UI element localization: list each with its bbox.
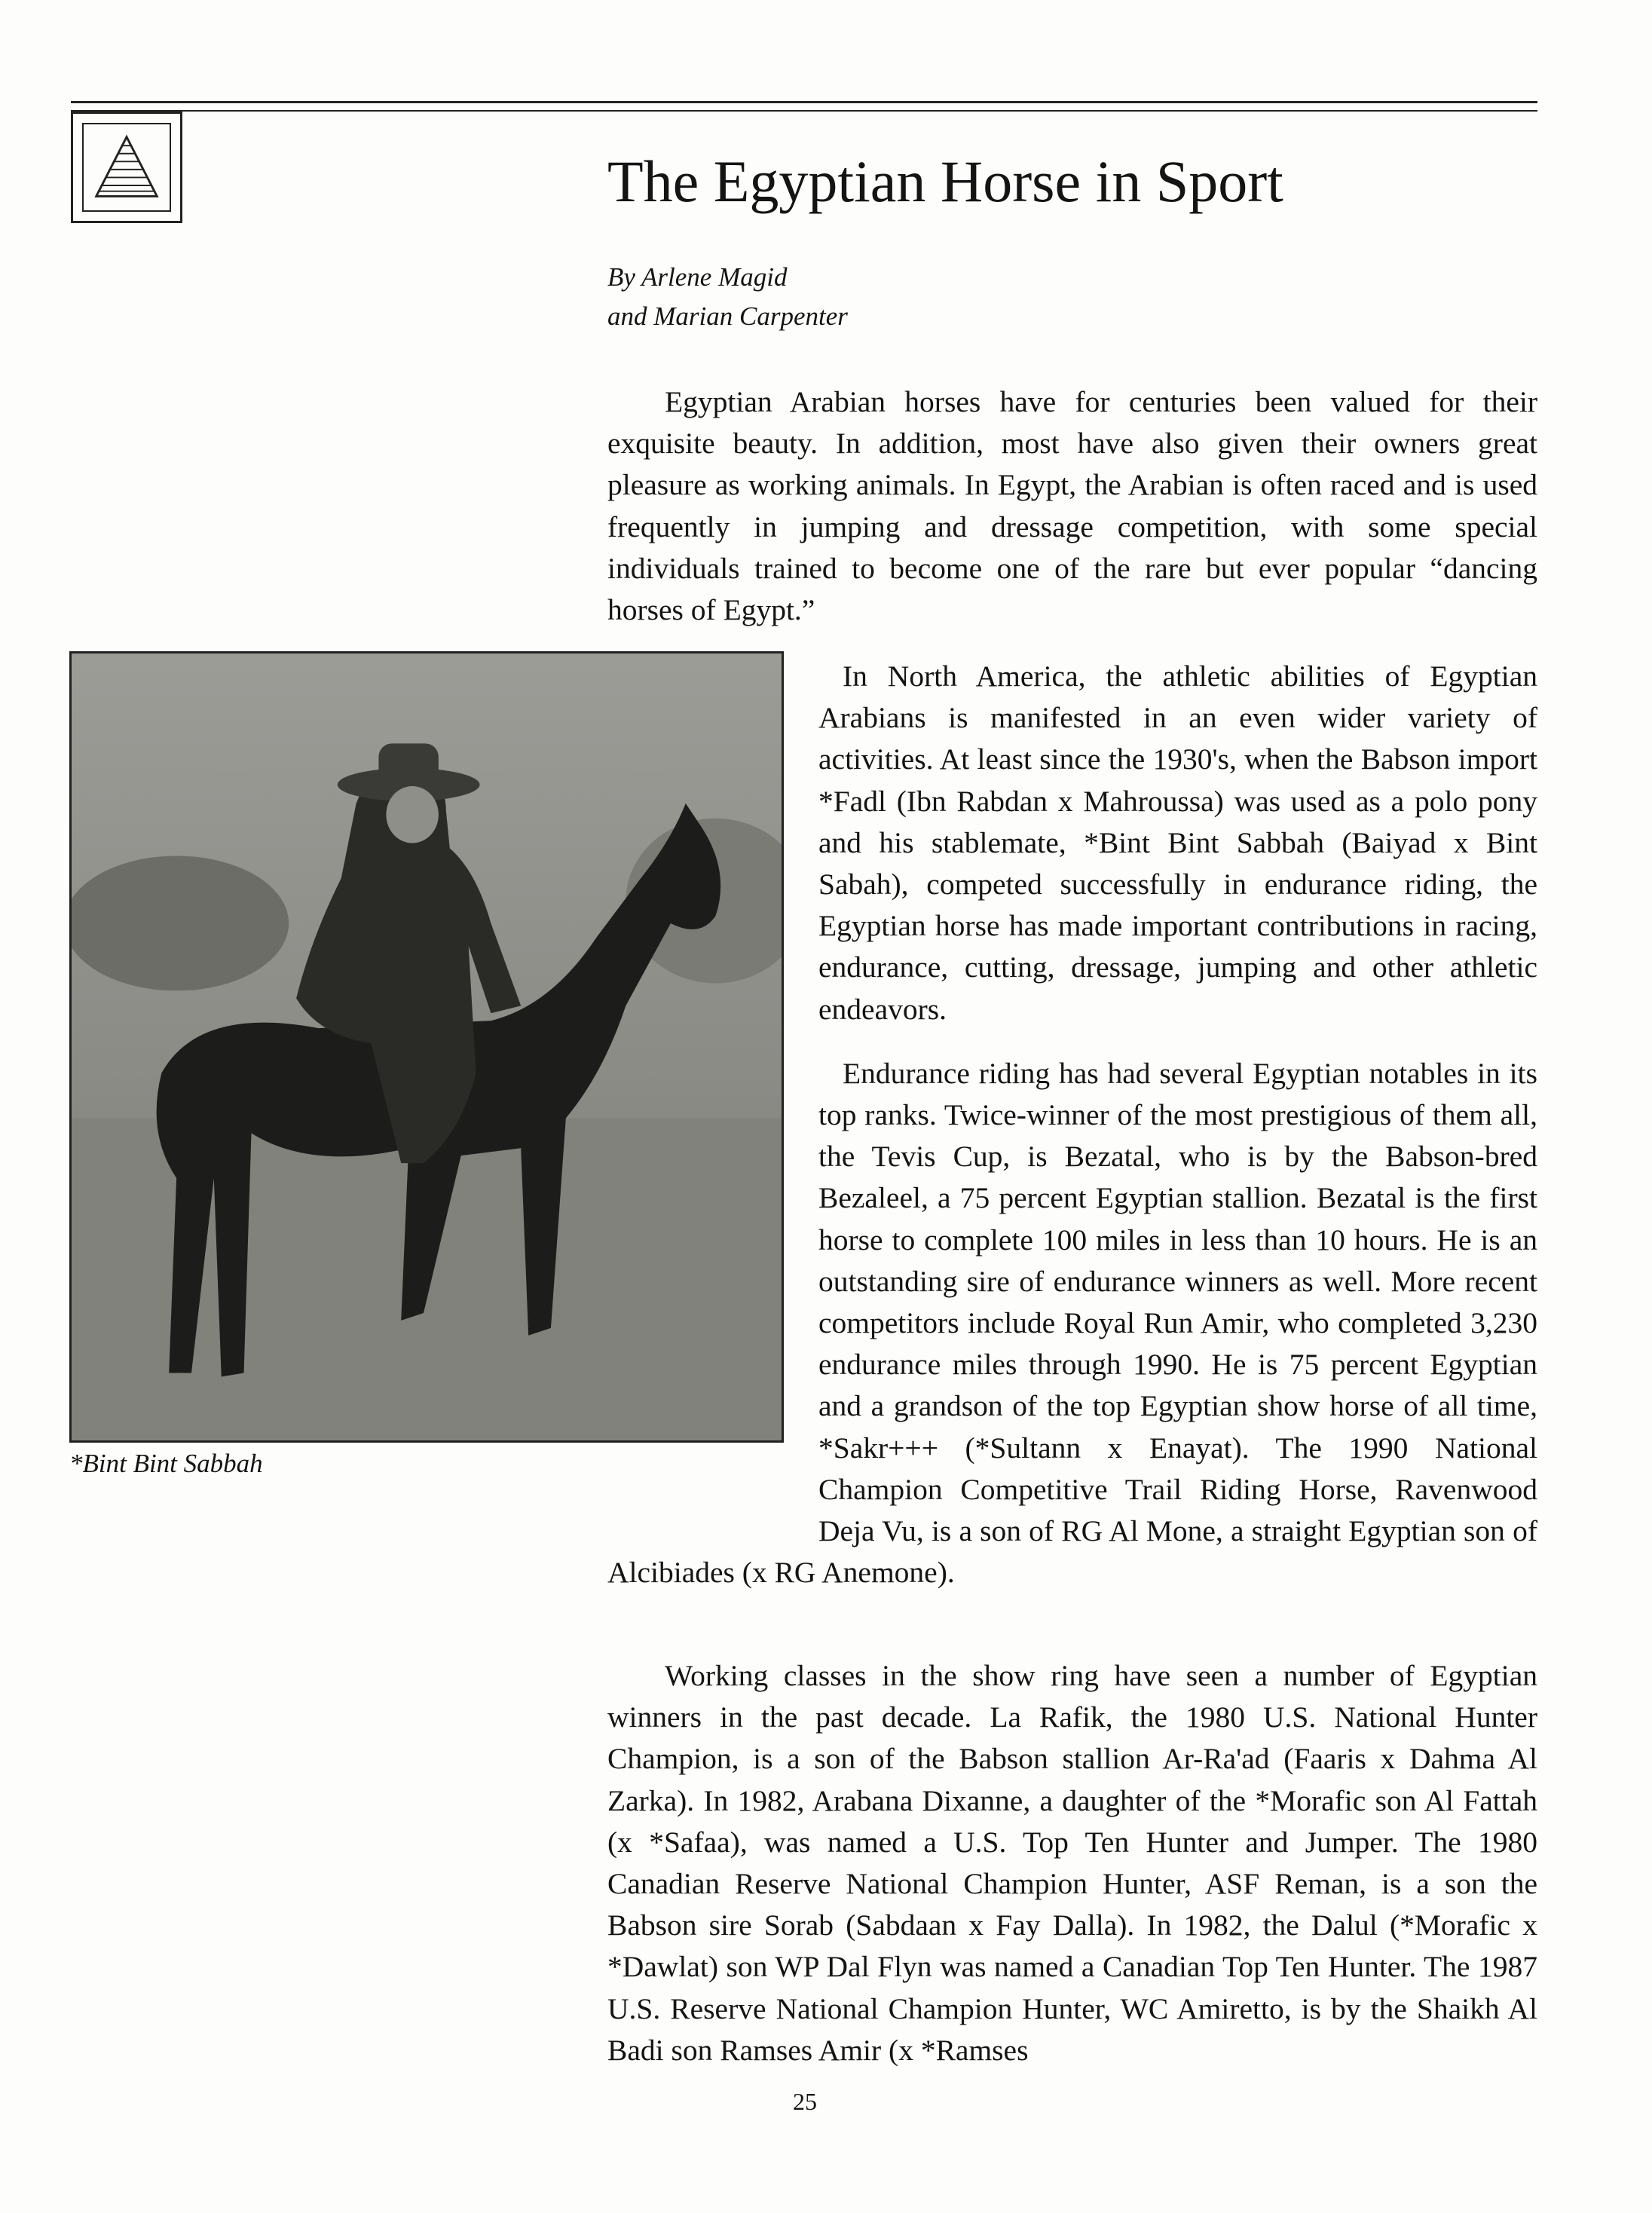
- article-body-wrap: [607, 656, 1537, 1593]
- paragraph-intro: Egyptian Arabian horses have for centuries been valued for their exquisite beauty. In addition, most have also given their owners great pleasure as working animals. In Egypt, the Arabian is often raced and is used frequently in jumping and dressage competition, with some special individuals trained to become one of the rare but ever popular “dancing horses of Egypt.”: [607, 385, 1537, 627]
- page-number: 25: [793, 2088, 817, 2115]
- byline-author-1: By Arlene Magid: [607, 262, 788, 292]
- header-rule-bottom: [71, 110, 1537, 112]
- byline: [607, 258, 1135, 336]
- article-title: The Egyptian Horse in Sport: [607, 148, 1283, 214]
- paragraph-north-america: In North America, the athletic abilities of Egyptian Arabians is manifested in an even wider variety of activities. At least since the 1930's, when the Babson import *Fadl (Ibn Rabdan x Mahroussa) was used as a polo pony and his stablemate, *Bint Bint Sabbah (Baiyad x Bint Sabah), competed successfully in endurance riding, the Egyptian horse has made important contributions in racing, endurance, cutting, dressage, jumping and other athletic endeavors.: [818, 660, 1537, 1026]
- pyramid-logo-icon: [71, 112, 182, 223]
- paragraph-endurance: Endurance riding has had several Egyptian notables in its top ranks. Twice-winner of the most prestigious of them all, the Tevis Cup, is Bezatal, who is by the Babson-bred Bezaleel, a 75 percent Egyptian stallion. Bezatal is the first horse to complete 100 miles in less than 10 hours. He is an outstanding sire of endurance winners as well. More recent competitors include Royal Run Amir, who completed 3,230 endurance miles through 1990. He is 75 percent Egyptian and a grandson of the top Egyptian show horse of all time, *Sakr+++ (*Sultann x Enayat). The 1990 National Champion Competitive Trail Riding Horse, Ravenwood Deja Vu, is a son of RG Al Mone, a straight Egyptian son of Alcibiades (x RG Anemone).: [607, 1056, 1537, 1590]
- paragraph-working-classes: Working classes in the show ring have seen a number of Egyptian winners in the past decade. La Rafik, the 1980 U.S. National Hunter Champion, is a son of the Babson stallion Ar-Ra'ad (Faaris x Dahma Al Zarka). In 1982, Arabana Dixanne, a daughter of the *Morafic son Al Fattah (x *Safaa), was named a U.S. Top Ten Hunter and Jumper. The 1980 Canadian Reserve National Champion Hunter, ASF Reman, is a son the Babson sire Sorab (Sabdaan x Fay Dalla). In 1982, the Dalul (*Morafic x *Dawlat) son WP Dal Flyn was named a Canadian Top Ten Hunter. The 1987 U.S. Reserve National Champion Hunter, WC Amiretto, is by the Shaikh Al Badi son Ramses Amir (x *Ramses: [607, 1659, 1537, 2067]
- byline-author-2: and Marian Carpenter: [607, 301, 848, 331]
- header-rule-top: [71, 101, 1537, 103]
- photo-caption: *Bint Bint Sabbah: [69, 1449, 263, 1478]
